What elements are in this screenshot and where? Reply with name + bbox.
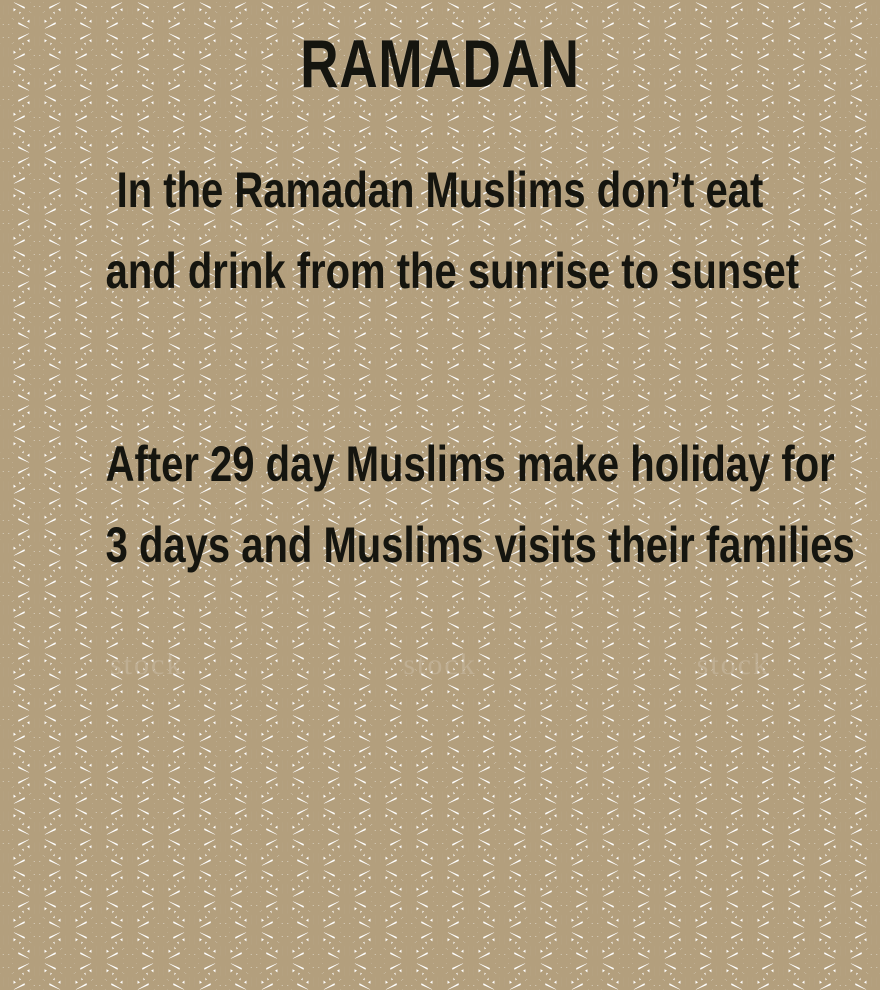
paragraph-holiday — [105, 312, 855, 586]
paragraph-fasting-line-2: and drink from the sunrise to sunset — [105, 243, 800, 299]
paragraph-holiday-line-1: After 29 day Muslims make holiday for — [105, 436, 835, 492]
paragraph-holiday-line-2: 3 days and Muslims visits their families — [105, 517, 855, 573]
paragraph-fasting-line-1: In the Ramadan Muslims don’t eat — [116, 162, 764, 218]
page-title: RAMADAN — [300, 26, 580, 102]
paragraph-fasting — [105, 98, 800, 312]
